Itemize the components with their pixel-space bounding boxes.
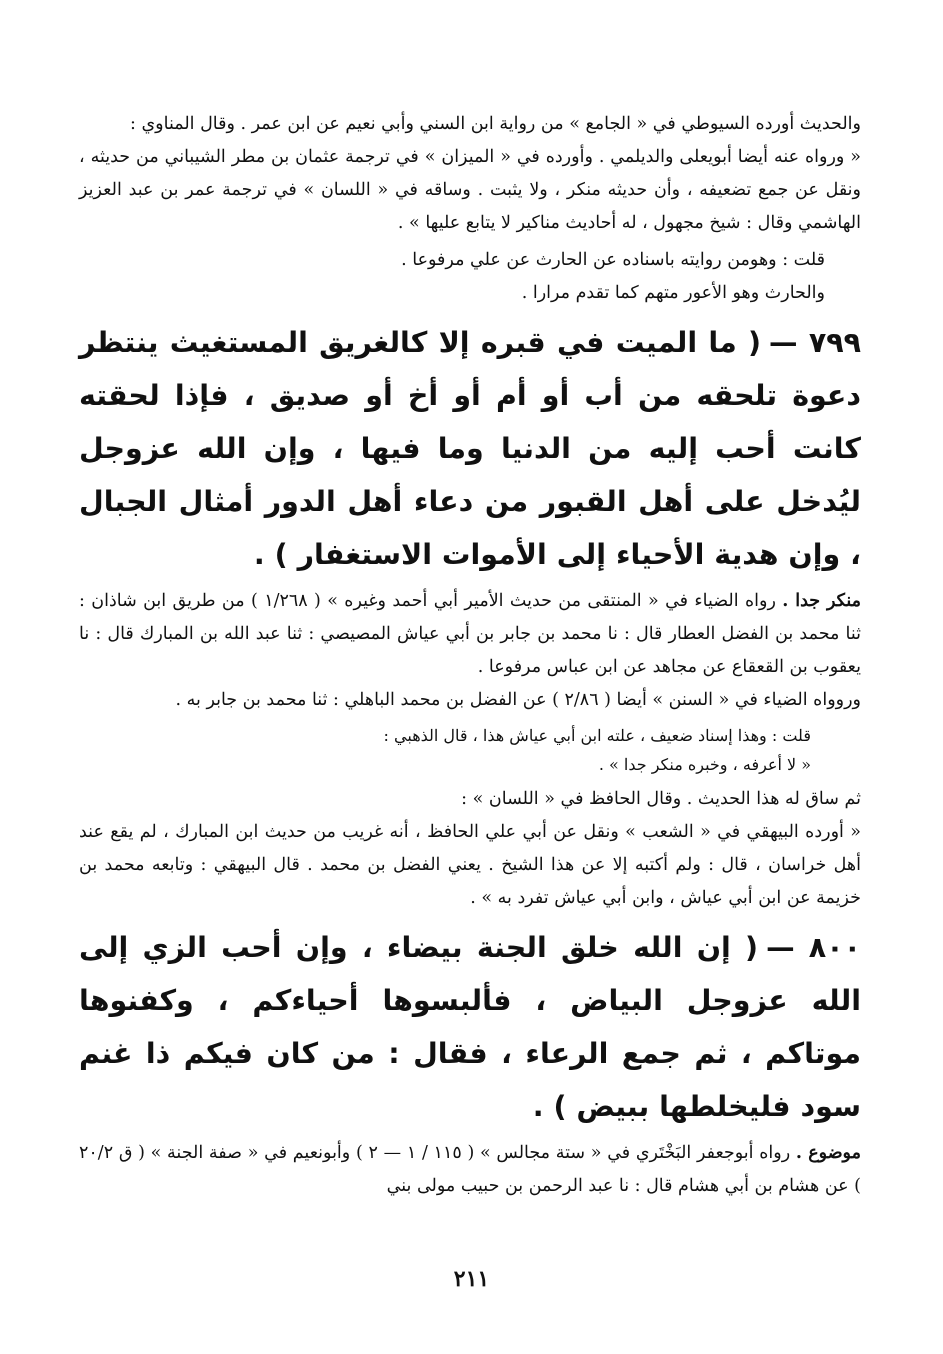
grading-text: رواه الضياء في « المنتقى من حديث الأمير أبي أحمد وغيره » ( ١/٢٦٨ ) من طريق ابن شاذان : ثنا محمد بن الفضل العطار قال : نا محمد بن جابر بن أبي عياش المصيصي : ثنا عبد الله بن المبارك قال : نا يعقوب بن القعقاع عن مجاهد عن ابن عباس مرفوعا .: [79, 591, 861, 677]
paragraph-dhahabi-quote: « لا أعرفه ، وخبره منكر جدا » .: [598, 755, 811, 774]
hadith-text: ( إن الله خلق الجنة بيضاء ، وإن أحب الزي إلى الله عزوجل البياض ، فألبسوها أحياءكم ، وكفنوها موتاكم ، ثم جمع الرعاء ، فقال : من كان فيكم ذا غنم سود فليخلطها ببيض ) .: [79, 931, 861, 1123]
grading-text: رواه أبوجعفر البَخْتَري في « ستة مجالس » ( ١١٥ / ١ — ٢ ) وأبونعيم في « صفة الجنة » ( ق ٢٠/٢ ) عن هشام بن أبي هشام قال : نا عبد الرحمن بن حبيب مولى بني: [79, 1143, 861, 1196]
hadith-text: ( ما الميت في قبره إلا كالغريق المستغيث ينتظر دعوة تلحقه من أب أو أم أو أخ أو صديق ، فإذا لحقته كانت أحب إليه من الدنيا وما فيها ، وإن الله عزوجل ليُدخل على أهل القبور من دعاء أهل الدور أمثال الجبال ، وإن هدية الأحياء إلى الأموات الاستغفار ) .: [79, 326, 861, 571]
paragraph-dhahabi: قلت : وهذا إسناد ضعيف ، علته ابن أبي عياش هذا ، قال الذهبي :: [383, 726, 811, 745]
paragraph-suyuti: والحديث أورده السيوطي في « الجامع » من رواية ابن السني وأبي نعيم عن ابن عمر . وقال المناوي :: [130, 114, 861, 134]
paragraph-diya-sunan: وروواه الضياء في « السنن » أيضا ( ٢/٨٦ ) عن الفضل بن محمد الباهلي : ثنا محمد بن جابر به .: [175, 690, 861, 710]
page-number: ٢١١: [453, 1266, 490, 1292]
paragraph-grading-799: [79, 585, 861, 684]
paragraph-remark: قلت : وهومن روايته باسناده عن الحارث عن علي مرفوعا .: [401, 250, 825, 270]
paragraph-harith: والحارث وهو الأعور متهم كما تقدم مرارا .: [521, 283, 825, 303]
hadith-number: ٨٠٠ —: [766, 931, 861, 964]
paragraph-quote-munawi: « ورواه عنه أيضا أبويعلى والديلمي . وأورده في « الميزان » في ترجمة عثمان بن مطر الشيباني من حديثه ، ونقل عن جمع تضعيفه ، وأن حديثه منكر ، ولا يثبت . وساقه في « اللسان » في ترجمة عمر بن عبد العزيز الهاشمي وقال : شيخ مجهول ، له أحاديث مناكير لا يتابع عليها » .: [79, 147, 861, 233]
hadith-799: [79, 316, 861, 581]
grade-label: منكر جدا .: [782, 591, 861, 611]
paragraph-bayhaqi: « أورده البيهقي في « الشعب » ونقل عن أبي علي الحافظ ، أنه غريب من حديث ابن المبارك ، لم يقع عند أهل خراسان ، قال : ولم أكتبه إلا عن هذا الشيخ . يعني الفضل بن محمد . قال البيهقي : وتابعه محمد بن خزيمة عن ابن أبي عياش ، وابن أبي عياش تفرد به » .: [79, 822, 861, 908]
hadith-number: ٧٩٩ —: [769, 326, 861, 359]
page-body: [79, 108, 861, 1203]
paragraph-hafiz: ثم ساق له هذا الحديث . وقال الحافظ في « اللسان » :: [461, 789, 861, 809]
hadith-800: [79, 921, 861, 1133]
grade-label: موضوع .: [795, 1143, 861, 1163]
paragraph-grading-800: [79, 1137, 861, 1203]
